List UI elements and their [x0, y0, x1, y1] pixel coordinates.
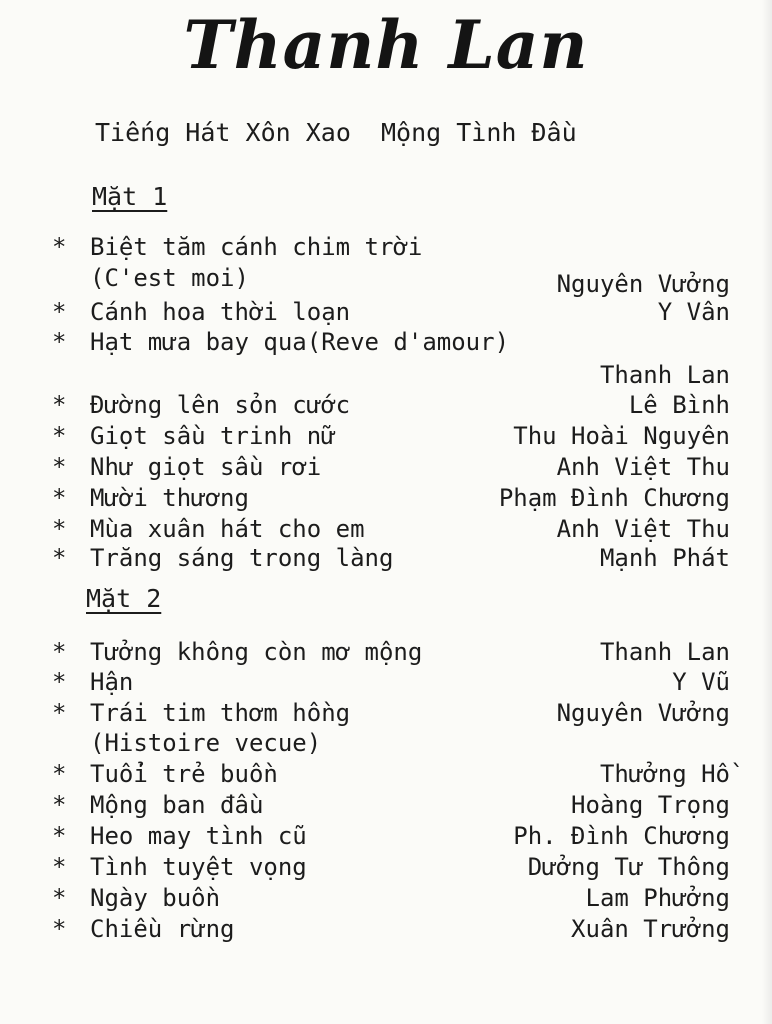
composer: Dưởng Tư Thông: [527, 853, 730, 881]
song-title: Mộng ban đầu: [90, 791, 264, 819]
song-title: Như giọt sầu rơi: [90, 453, 322, 481]
track-row: [52, 636, 730, 668]
album-subtitle: Tiếng Hát Xôn Xao Mộng Tình Đầu: [95, 118, 577, 147]
track-row: [52, 326, 730, 358]
track-row: [52, 513, 730, 545]
song-title: Trái tim thơm hồng: [90, 699, 351, 727]
composer: Thưởng Hồ: [599, 760, 730, 788]
track-row: [52, 389, 730, 421]
song-title: Heo may tình cũ: [90, 822, 307, 850]
composer: Nguyên Vưởng: [556, 270, 730, 298]
bullet-star: *: [52, 791, 67, 819]
bullet-star: *: [52, 391, 67, 419]
bullet-star: *: [52, 822, 67, 850]
song-title: Ngày buồn: [90, 884, 221, 912]
composer: Thanh Lan: [599, 361, 730, 389]
bullet-star: *: [52, 515, 67, 543]
song-title: Hận: [90, 668, 134, 696]
bullet-star: *: [52, 422, 67, 450]
track-row: [52, 451, 730, 483]
track-row: [52, 851, 730, 883]
side-1-label: Mặt 1: [92, 182, 168, 211]
composer: Mạnh Phát: [599, 544, 730, 572]
composer: Ph. Đình Chương: [513, 822, 730, 850]
track-row: [52, 789, 730, 821]
bullet-star: *: [52, 915, 67, 943]
composer: Y Vân: [657, 298, 730, 326]
bullet-star: *: [52, 298, 67, 326]
composer: Hoàng Trọng: [571, 791, 730, 819]
song-title: Mùa xuân hát cho em: [90, 515, 365, 543]
composer: Anh Việt Thu: [556, 515, 730, 543]
artist-title: Thanh Lan: [183, 6, 589, 84]
song-title: Đường lên sỏn cước: [90, 391, 351, 419]
song-title: Tưởng không còn mơ mộng: [90, 638, 423, 666]
song-title: Cánh hoa thời loạn: [90, 298, 351, 326]
bullet-star: *: [52, 699, 67, 727]
composer: Lê Bình: [628, 391, 730, 419]
bullet-star: *: [52, 853, 67, 881]
song-title: Giọt sầu trinh nữ: [90, 422, 336, 450]
composer: Y Vũ: [672, 668, 730, 696]
song-title: Mười thương: [90, 484, 249, 512]
song-subtitle: (Histoire vecue): [90, 729, 322, 757]
track-row: [52, 542, 730, 574]
track-row: [52, 697, 730, 729]
composer: Phạm Đình Chương: [498, 484, 730, 512]
track-row: [52, 482, 730, 514]
song-title: Hạt mưa bay qua(Reve d'amour): [90, 328, 510, 356]
composer: Thu Hoài Nguyên: [513, 422, 730, 450]
composer: Anh Việt Thu: [556, 453, 730, 481]
track-row: [52, 231, 730, 263]
song-subtitle: (C'est moi): [90, 264, 249, 292]
bullet-star: *: [52, 638, 67, 666]
composer: Nguyên Vưởng: [556, 699, 730, 727]
track-row: [52, 913, 730, 945]
composer: Thanh Lan: [599, 638, 730, 666]
bullet-star: *: [52, 453, 67, 481]
song-title: Trăng sáng trong làng: [90, 544, 394, 572]
bullet-star: *: [52, 233, 67, 261]
side-2-label: Mặt 2: [86, 584, 162, 613]
track-row: [52, 420, 730, 452]
composer: Xuân Trưởng: [571, 915, 730, 943]
bullet-star: *: [52, 884, 67, 912]
bullet-star: *: [52, 760, 67, 788]
song-title: Biệt tăm cánh chim trời: [90, 233, 423, 261]
song-title: Tuổi trẻ buồn: [90, 760, 278, 788]
composer: Lam Phưởng: [585, 884, 730, 912]
bullet-star: *: [52, 668, 67, 696]
bullet-star: *: [52, 328, 67, 356]
song-title: Chiều rừng: [90, 915, 235, 943]
track-row: [52, 296, 730, 328]
card-edge: [762, 0, 772, 1024]
song-title: Tình tuyệt vọng: [90, 853, 307, 881]
track-row: [52, 820, 730, 852]
bullet-star: *: [52, 484, 67, 512]
track-row: [52, 758, 730, 790]
bullet-star: *: [52, 544, 67, 572]
track-row: [52, 882, 730, 914]
track-row: [52, 666, 730, 698]
